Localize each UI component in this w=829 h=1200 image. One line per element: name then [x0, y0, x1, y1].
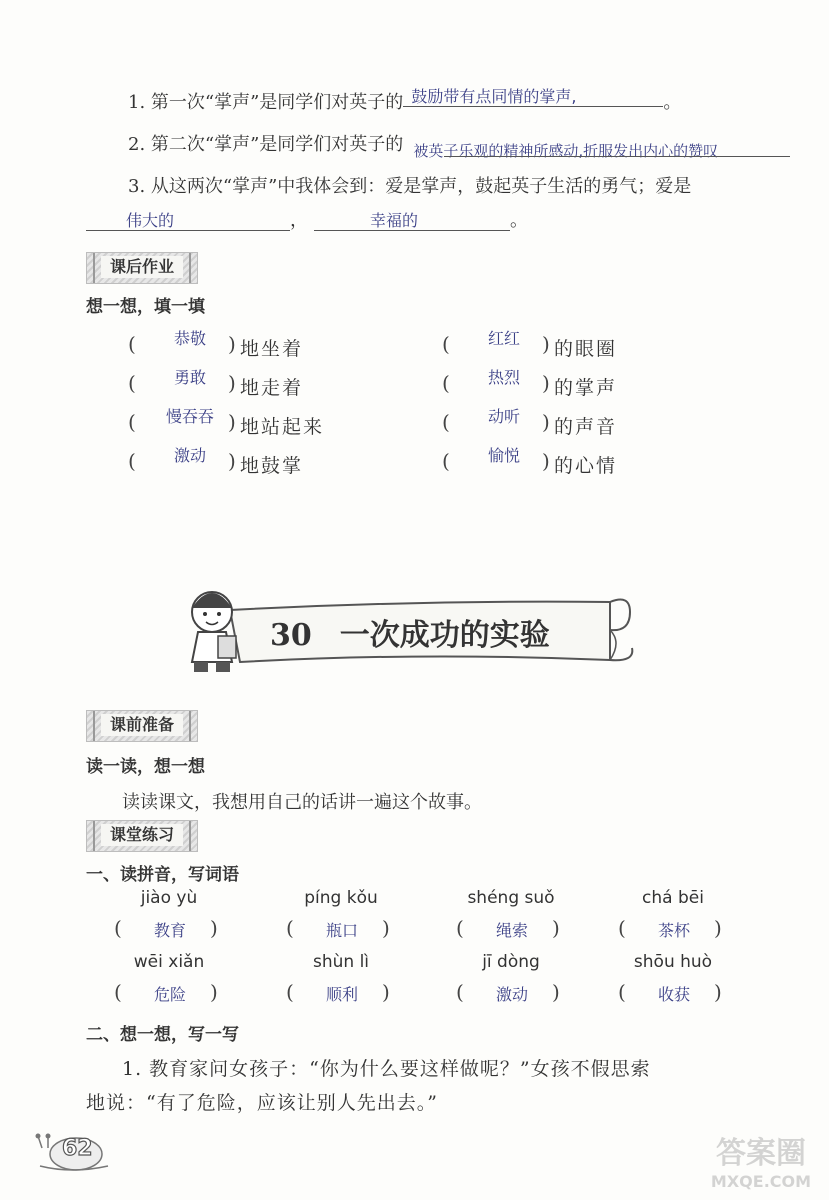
close-paren: ) [228, 332, 236, 356]
open-paren: ( [128, 371, 136, 395]
pinyin-label: shéng suǒ [467, 888, 555, 908]
lesson-number: 30 [270, 618, 312, 653]
watermark [700, 1128, 822, 1191]
fill-in-answer: 热烈 [487, 368, 520, 387]
close-paren: ) [542, 332, 550, 356]
fill-in-answer: 慢吞吞 [165, 407, 214, 426]
lesson-title-text: 一次成功的实验 [339, 618, 550, 653]
fill-in-row [442, 368, 702, 401]
pinyin-answer: 瓶口 [325, 921, 358, 940]
close-paren: ) [542, 449, 550, 473]
fill-in-text: 的眼圈 [554, 338, 618, 360]
question-1: 1. 第一次“掌声”是同学们对英子的 鼓励带有点同情的掌声, 。 [128, 88, 681, 114]
section-tag-prep: 课前准备 [86, 710, 198, 742]
pinyin-item [456, 888, 566, 948]
answer-q3-1: 伟大的 [126, 211, 175, 230]
pinyin-label: shōu huò [633, 952, 713, 972]
practice-heading-1: 一、读拼音，写词语 [86, 865, 239, 885]
open-paren: ( [442, 332, 450, 356]
watermark-top: 答案圈 [716, 1136, 806, 1171]
pinyin-item [286, 952, 396, 1012]
answer-q1: 鼓励带有点同情的掌声, [411, 87, 577, 106]
watermark-bottom: MXQE.COM [710, 1172, 812, 1191]
open-paren: ( [128, 449, 136, 473]
pinyin-item [456, 952, 566, 1012]
close-paren: ) [228, 449, 236, 473]
open-paren: ( [286, 980, 294, 1004]
close-paren: ) [552, 916, 560, 940]
open-paren: ( [442, 449, 450, 473]
paragraph-line-2: 地说：“有了危险，应该让别人先出去。” [86, 1092, 438, 1114]
fill-in-text: 的声音 [554, 416, 618, 438]
open-paren: ( [114, 980, 122, 1004]
pinyin-label: shùn lì [312, 952, 370, 972]
fill-in-answer: 恭敬 [173, 329, 206, 348]
open-paren: ( [442, 371, 450, 395]
fill-in-answer: 红红 [487, 329, 520, 348]
fill-in-row [442, 446, 702, 479]
close-paren: ) [382, 916, 390, 940]
pinyin-answer: 茶杯 [657, 921, 690, 940]
close-paren: ) [552, 980, 560, 1004]
open-paren: ( [618, 980, 626, 1004]
open-paren: ( [286, 916, 294, 940]
fill-in-text: 地站起来 [240, 416, 325, 438]
pinyin-label: chá bēi [642, 888, 704, 908]
open-paren: ( [114, 916, 122, 940]
open-paren: ( [618, 916, 626, 940]
fill-in-row [128, 329, 388, 362]
pinyin-item [618, 952, 728, 1012]
practice-heading-2: 二、想一想，写一写 [86, 1025, 239, 1045]
fill-in-answer: 勇敢 [173, 368, 206, 387]
fill-in-text: 地鼓掌 [240, 455, 304, 477]
question-3-answers: 伟大的 ， 幸福的 。 [86, 206, 528, 232]
close-paren: ) [210, 916, 218, 940]
pinyin-answer: 顺利 [325, 985, 358, 1004]
open-paren: ( [456, 916, 464, 940]
pinyin-item [114, 888, 224, 948]
open-paren: ( [128, 410, 136, 434]
pinyin-label: jiào yù [140, 888, 198, 908]
answer-q3-2: 幸福的 [370, 211, 419, 230]
close-paren: ) [714, 980, 722, 1004]
homework-heading: 想一想，填一填 [86, 297, 205, 317]
fill-in-row [128, 407, 388, 440]
close-paren: ) [714, 916, 722, 940]
pinyin-item [286, 888, 396, 948]
pinyin-label: jī dòng [482, 952, 540, 972]
close-paren: ) [542, 410, 550, 434]
pinyin-item [114, 952, 224, 1012]
answer-q2: 被英子乐观的精神所感动,折服发出内心的赞叹 [413, 142, 719, 160]
fill-in-text: 地走着 [240, 377, 304, 399]
close-paren: ) [228, 410, 236, 434]
lesson-banner [170, 580, 640, 690]
pinyin-answer: 收获 [657, 985, 690, 1004]
pinyin-label: wēi xiǎn [133, 952, 205, 972]
pinyin-answer: 教育 [153, 921, 186, 940]
fill-in-answer: 愉悦 [487, 446, 520, 465]
fill-in-row [442, 329, 702, 362]
close-paren: ) [228, 371, 236, 395]
close-paren: ) [382, 980, 390, 1004]
section-tag-practice: 课堂练习 [86, 820, 198, 852]
pinyin-item [618, 888, 728, 948]
open-paren: ( [456, 980, 464, 1004]
pinyin-answer: 危险 [153, 985, 186, 1004]
close-paren: ) [542, 371, 550, 395]
prep-text: 读读课文，我想用自己的话讲一遍这个故事。 [122, 792, 482, 813]
fill-in-text: 的心情 [554, 455, 618, 477]
fill-in-text: 地坐着 [240, 338, 304, 360]
section-tag-homework: 课后作业 [86, 252, 198, 284]
open-paren: ( [128, 332, 136, 356]
fill-in-text: 的掌声 [554, 377, 618, 399]
fill-in-answer: 激动 [173, 446, 206, 465]
question-2: 2. 第二次“掌声”是同学们对英子的 $_{被英子乐观的精神所感动,折服发出内心的赞叹}$ [128, 134, 719, 160]
close-paren: ) [210, 980, 218, 1004]
lesson-title [270, 610, 550, 654]
fill-in-row [128, 368, 388, 401]
page-number: 62 [62, 1136, 93, 1161]
open-paren: ( [442, 410, 450, 434]
pinyin-answer: 激动 [495, 985, 528, 1004]
pinyin-answer: 绳索 [495, 921, 528, 940]
pinyin-label: píng kǒu [304, 888, 378, 908]
paragraph-line-1: 1. 教育家问女孩子：“你为什么要这样做呢？”女孩不假思索 [122, 1058, 651, 1080]
question-3: 3. 从这两次“掌声”中我体会到：爱是掌声，鼓起英子生活的勇气；爱是 [128, 176, 692, 197]
fill-in-answer: 动听 [487, 407, 520, 426]
fill-in-row [442, 407, 702, 440]
page-number-badge [32, 1130, 112, 1174]
fill-in-row [128, 446, 388, 479]
answer-q2-underline [444, 156, 790, 157]
prep-heading: 读一读，想一想 [86, 757, 205, 777]
